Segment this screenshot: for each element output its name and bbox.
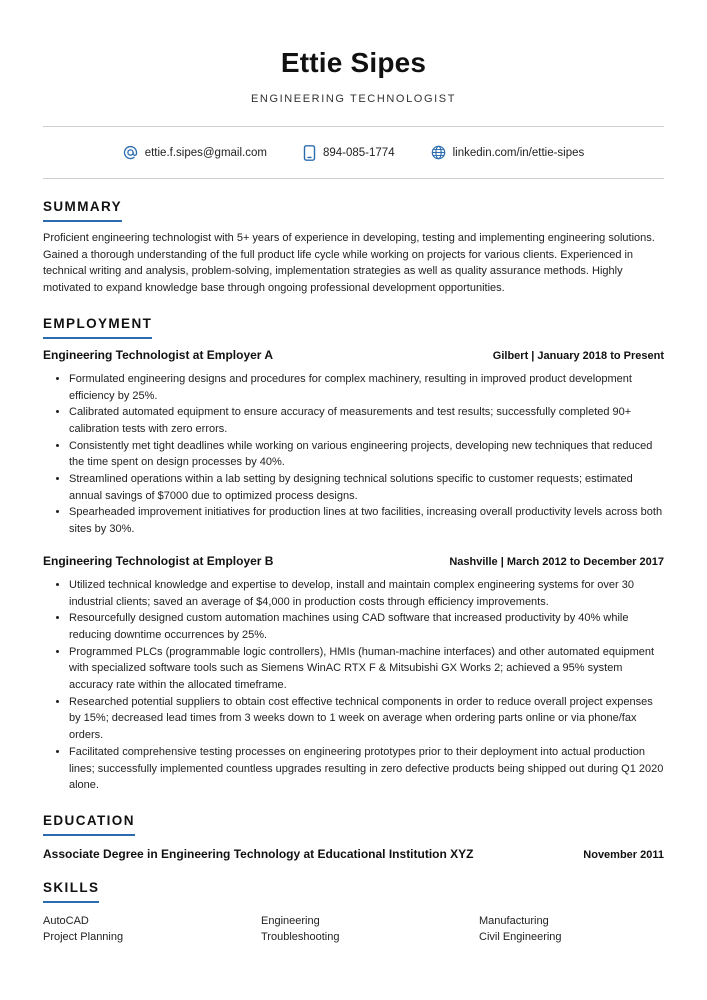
employment-section [43,315,664,794]
skill-item: Civil Engineering [479,931,562,944]
linkedin-text: linkedin.com/in/ettie-sipes [452,146,585,159]
education-heading: EDUCATION [43,813,135,836]
contact-linkedin[interactable] [431,145,585,160]
list-item: • Streamlined operations within a lab setting by designing technical solutions specific to customer requests; estimated annual savings of $7000 due to optimized process designs. [69,471,664,504]
candidate-role: ENGINEERING TECHNOLOGIST [250,93,457,105]
job-title: Engineering Technologist at Employer B [43,553,274,568]
skill-item: AutoCAD [43,914,89,927]
phone-icon [303,145,316,161]
list-item: • Formulated engineering designs and procedures for complex machinery, resulting in improved product development efficiency by 25%. [69,371,664,404]
list-item: • Utilized technical knowledge and expertise to develop, install and maintain complex engineering systems for over 30 industrial clients; saved an average of $4,000 in production costs through efficiency improvements. [69,577,664,610]
skills-heading: SKILLS [43,880,99,903]
job-entry [43,554,664,794]
contact-bar [43,127,664,178]
list-item: • Spearheaded improvement initiatives for production lines at two facilities, increasing overall productivity levels across both sites by 30%. [69,504,664,537]
summary-text: Proficient engineering technologist with 5+ years of experience in developing, testing and implementing engineering solutions. Gained a thorough understanding of the full product life cycle while working on projects for various clients. Experienced in technical writing and analysis, problem-solving, implementation strategies as well as quality assurance methods. Highly motivated to expand knowledge base through ongoing professional development opportunities. [43,232,655,295]
skills-section [43,879,664,946]
job-title: Engineering Technologist at Employer A [43,347,274,362]
degree-date: November 2011 [583,848,664,861]
summary-section [43,198,664,297]
degree-title: Associate Degree in Engineering Technology at Educational Institution XYZ [43,846,474,861]
contact-phone[interactable] [303,145,395,161]
phone-text: 894-085-1774 [322,146,395,159]
list-item: • Facilitated comprehensive testing processes on engineering prototypes prior to their deployment into actual production lines; successfully implemented countless upgrades resulting in zero defective products being shipped out during Q1 2020 alone. [69,744,664,794]
email-text: ettie.f.sipes@gmail.com [144,146,267,159]
education-section [43,812,664,861]
list-item: • Researched potential suppliers to obtain cost effective technical components in order to reduce overall project expenses by 15%; decreased lead times from 3 weeks down to 1 week on average when ordering parts online or via phone/fax orders. [69,694,664,744]
list-item: • Resourcefully designed custom automation machines using CAD software that increased productivity by 40% while reducing downtime occurrences by 25%. [69,610,664,643]
skill-item: Engineering [261,914,320,927]
job-location-date: Nashville | March 2012 to December 2017 [449,555,664,568]
job-entry [43,348,664,538]
list-item: • Programmed PLCs (programmable logic controllers), HMIs (human-machine interfaces) and other automated equipment with specialized software tools such as Siemens WinAC RTX F & Mitsubishi GX Works 2; achieved a 95% system accuracy rate within the allocated timeframe. [69,644,664,694]
skill-item: Project Planning [43,931,124,944]
skill-item: Manufacturing [479,914,549,927]
summary-heading: SUMMARY [43,199,122,222]
skills-grid [43,913,664,946]
job-bullets [43,577,664,794]
list-item: • Calibrated automated equipment to ensure accuracy of measurements and test results; successfully completed 90+ calibration tests with zero errors. [69,404,664,437]
contact-email[interactable] [123,145,267,160]
job-location-date: Gilbert | January 2018 to Present [492,349,664,362]
list-item: • Consistently met tight deadlines while working on various engineering projects, developing new techniques that reduced the time spent on design processes by 40%. [69,438,664,471]
job-bullets [43,371,664,538]
skill-item: Troubleshooting [261,931,340,944]
employment-heading: EMPLOYMENT [43,316,152,339]
at-icon [123,145,138,160]
globe-icon [431,145,446,160]
divider-bottom [43,178,664,179]
candidate-name: Ettie Sipes [280,47,427,78]
